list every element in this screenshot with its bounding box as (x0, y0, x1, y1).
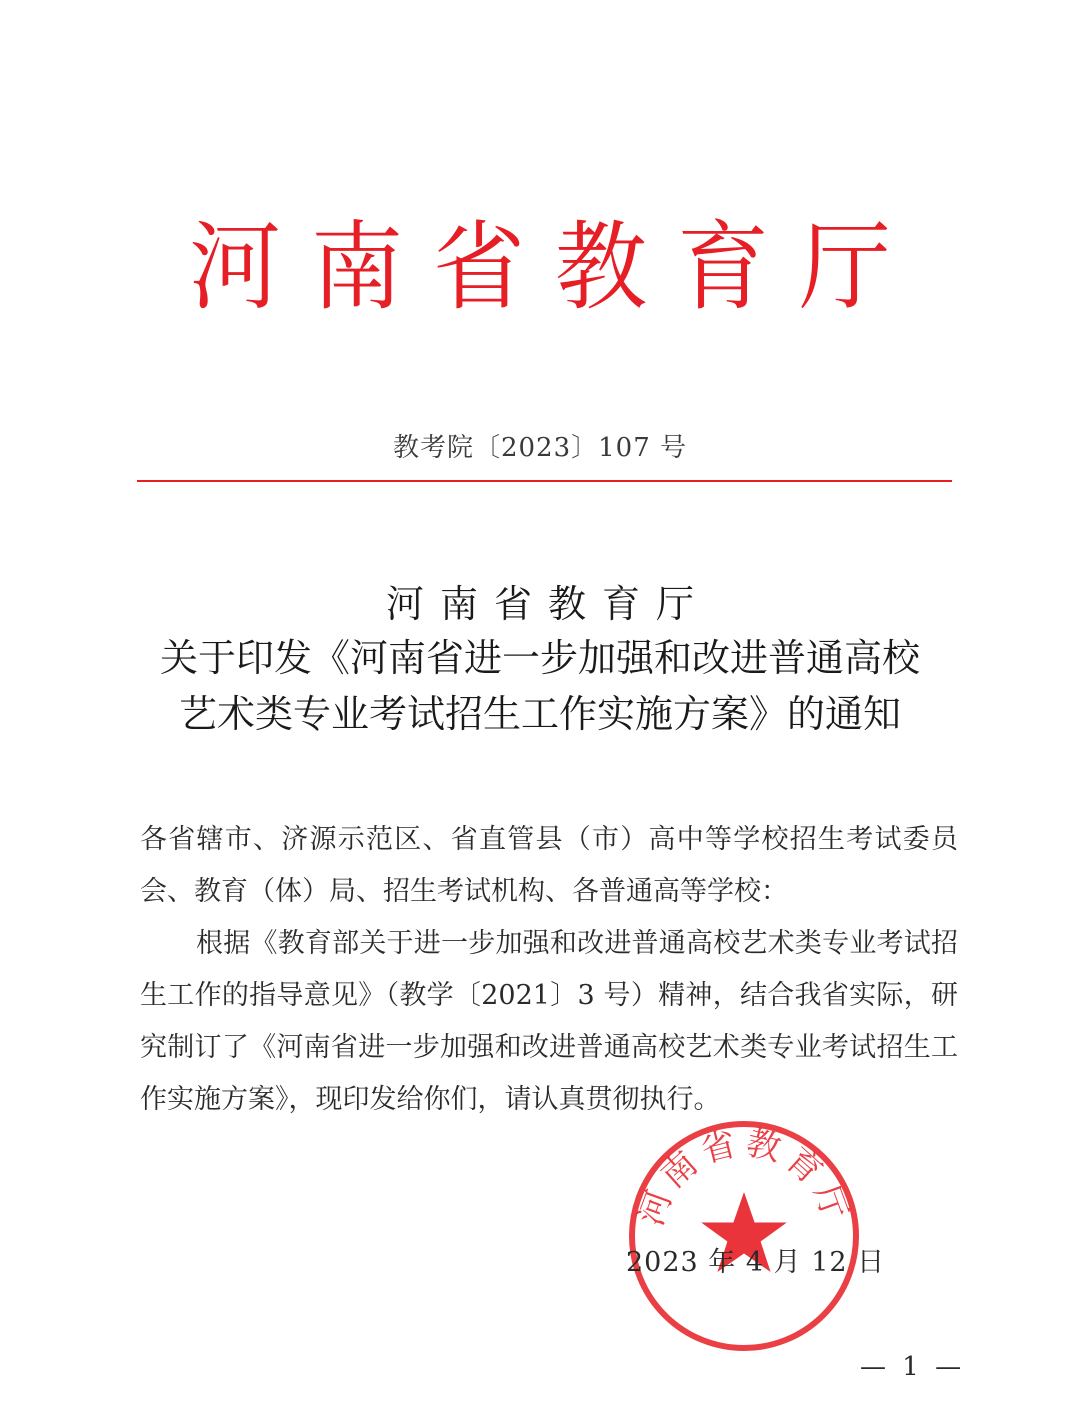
title-issuer: 河南省教育厅 (385, 582, 710, 626)
main-paragraph: 根据《教育部关于进一步加强和改进普通高校艺术类专业考试招生工作的指导意见》（教学〔2021〕3 号）精神，结合我省实际，研究制订了《河南省进一步加强和改进普通高校艺术类专业考试招生工作实施方案》，现印发给你们，请认真贯彻执行。 (140, 928, 958, 1115)
title-line-2: 关于印发《河南省进一步加强和改进普通高校 (159, 636, 920, 680)
page-number: — 1 — (860, 1352, 966, 1382)
issue-date: 2023 年 4 月 12 日 (626, 1247, 886, 1278)
recipients-paragraph: 各省辖市、济源示范区、省直管县（市）高中等学校招生考试委员会、教育（体）局、招生考试机构、各普通高等学校： (140, 824, 958, 907)
notice-title (0, 578, 1080, 742)
notice-body (140, 814, 958, 1126)
svg-text:河南省教育厅: 河南省教育厅 (631, 1122, 857, 1231)
masthead-title: 河南省教育厅 (188, 211, 921, 324)
red-divider-line (137, 480, 952, 482)
official-seal-stamp (626, 1118, 862, 1354)
title-line-3: 艺术类专业考试招生工作实施方案》的通知 (178, 692, 901, 736)
document-number: 教考院〔2023〕107 号 (392, 433, 688, 463)
